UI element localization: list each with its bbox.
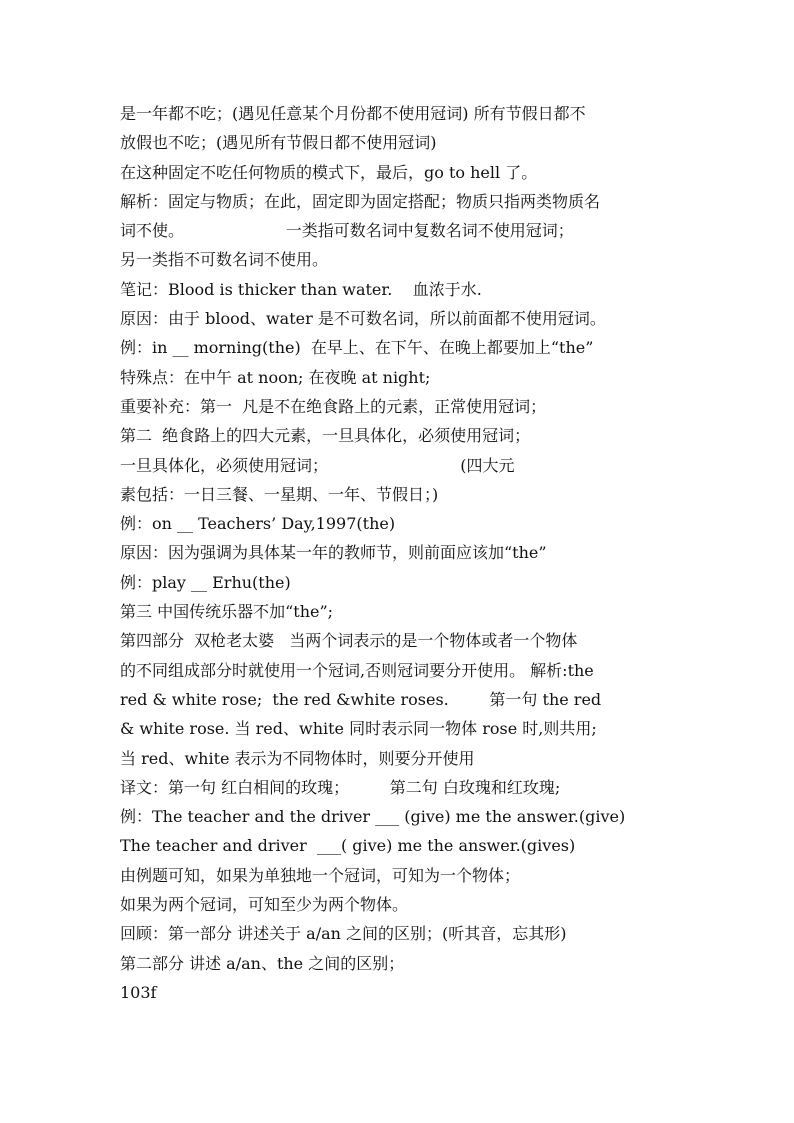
text-line: 重要补充：第一 凡是不在绝食路上的元素，正常使用冠词； — [120, 396, 547, 416]
text-line: The teacher and driver ___( give) me the answer.(gives) — [120, 836, 576, 856]
text-line: 是一年都不吃；(遇见任意某个月份都不使用冠词) 所有节假日都不 — [120, 104, 586, 123]
text-line: 第三 中国传统乐器不加“the”; — [120, 602, 334, 622]
text-line: 放假也不吃；(遇见所有节假日都不使用冠词) — [120, 133, 437, 153]
text-line: 如果为两个冠词，可知至少为两个物体。 — [120, 895, 409, 915]
text-line: 原因：因为强调为具体某一年的教师节，则前面应该加“the” — [120, 543, 547, 563]
text-line: 例：in __ morning(the) 在早上、在下午、在晚上都要加上“the” — [120, 338, 594, 358]
text-line: 例：The teacher and the driver ___ (give) me the answer.(give) — [120, 807, 626, 827]
text-line: 第二 绝食路上的四大元素，一旦具体化，必须使用冠词； — [120, 426, 531, 446]
text-line: 第二部分 讲述 a/an、the 之间的区别； — [120, 953, 405, 973]
text-line: 例：on __ Teachers’ Day,1997(the) — [120, 514, 396, 534]
text-line: 第四部分 双枪老太婆 当两个词表示的是一个物体或者一个物体 — [120, 631, 578, 651]
text-line: 译文：第一句 红白相间的玫瑰； 第二句 白玫瑰和红玫瑰; — [120, 777, 561, 797]
text-line: 解析：固定与物质；在此，固定即为固定搭配；物质只指两类物质名 — [120, 191, 601, 211]
text-line: 当 red、white 表示为不同物体时，则要分开使用 — [120, 748, 475, 768]
text-line: 笔记：Blood is thicker than water. 血浓于水. — [120, 279, 482, 299]
text-line: 的不同组成部分时就使用一个冠词,否则冠词要分开使用。 解析:the — [120, 660, 594, 680]
text-line: 原因：由于 blood、water 是不可数名词，所以前面都不使用冠词。 — [120, 309, 606, 329]
text-line: 一旦具体化，必须使用冠词； (四大元 — [120, 455, 515, 475]
text-line: & white rose. 当 red、white 同时表示同一物体 rose 时,则共用; — [120, 719, 597, 739]
text-line: 在这种固定不吃任何物质的模式下，最后，go to hell 了。 — [120, 162, 538, 182]
text-line: 素包括：一日三餐、一星期、一年、节假日；) — [120, 484, 439, 504]
text-line: 例：play __ Erhu(the) — [120, 572, 291, 592]
page-number: 103f — [120, 982, 157, 1002]
text-line: 由例题可知，如果为单独地一个冠词，可知为一个物体； — [120, 865, 521, 885]
text-line: red & white rose; the red &white roses. 第一句 the red — [120, 689, 602, 709]
document-body — [120, 99, 700, 1007]
text-line: 另一类指不可数名词不使用。 — [120, 250, 329, 270]
text-line: 特殊点：在中午 at noon; 在夜晚 at night; — [120, 367, 431, 387]
text-line: 回顾：第一部分 讲述关于 a/an 之间的区别；(听其音，忘其形) — [120, 924, 567, 944]
text-line: 词不使。 一类指可数名词中复数名词不使用冠词； — [120, 221, 574, 241]
